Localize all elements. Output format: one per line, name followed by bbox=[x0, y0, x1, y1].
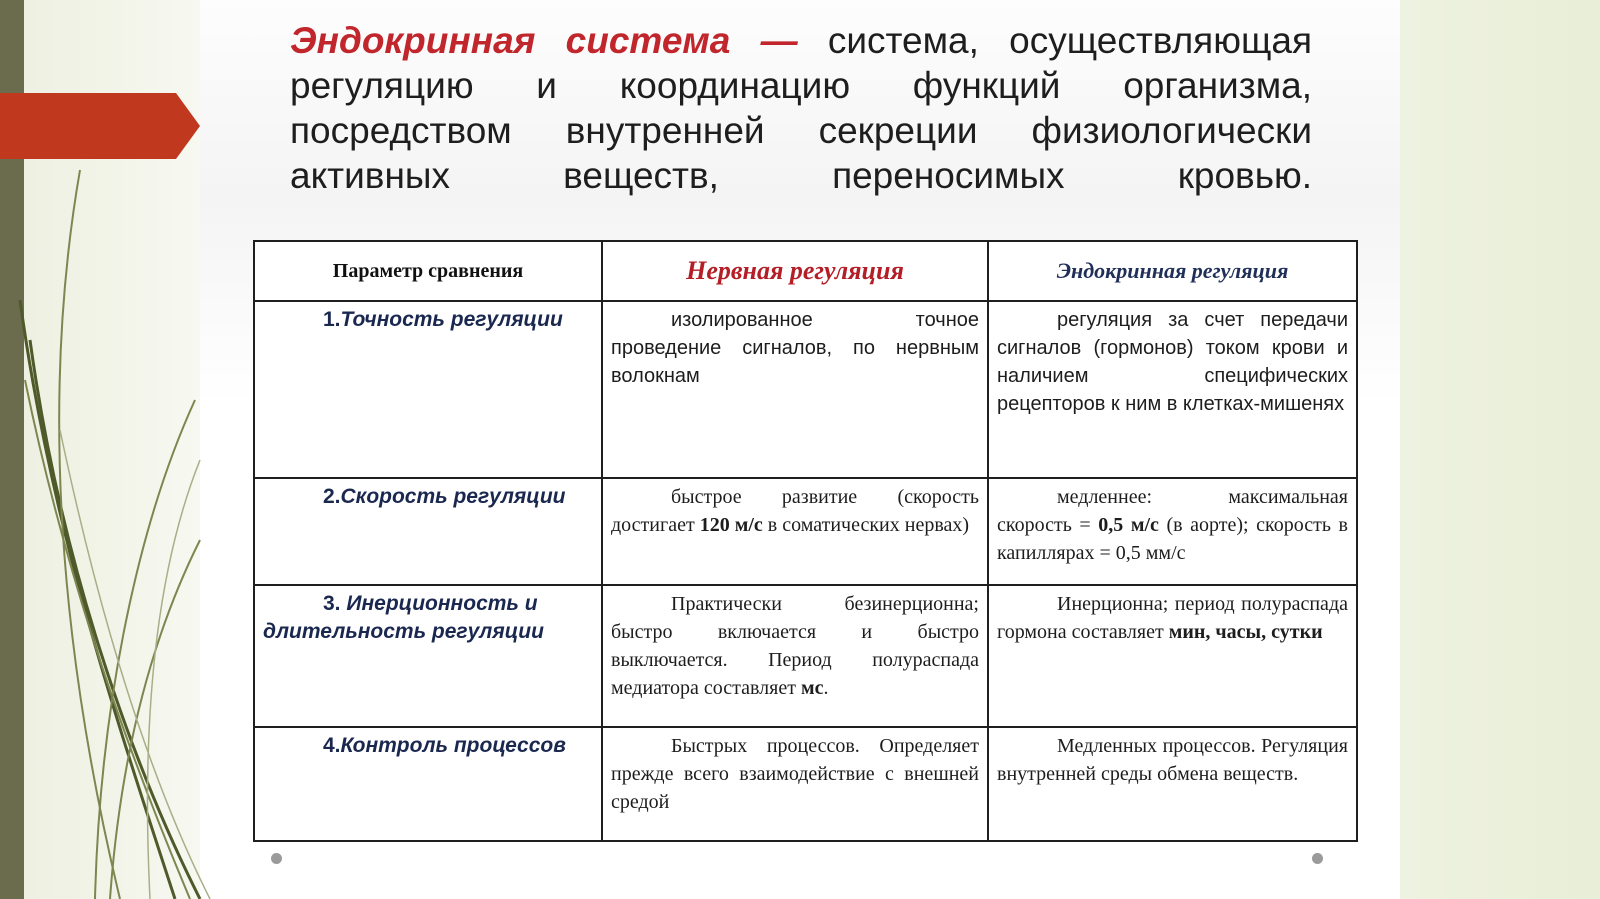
definition-heading bbox=[290, 18, 1312, 198]
heading-term: Эндокринная система — bbox=[290, 20, 798, 61]
cell-text: Практически безинерционна; быстро включается и быстро выключается. Период полураспада медиатора составляет bbox=[611, 593, 979, 699]
table-row bbox=[254, 727, 1357, 841]
cell-bold-text: мс bbox=[800, 677, 824, 699]
cell-text: регуляция за счет передачи сигналов (гормонов) током крови и наличием специфических рецепторов к ним в клетках-мишенях bbox=[997, 309, 1348, 415]
table-row bbox=[254, 585, 1357, 727]
cell-text: Быстрых процессов. Определяет прежде всего взаимодействие с внешней средой bbox=[611, 735, 979, 813]
endocrine-cell bbox=[988, 727, 1357, 841]
table-row bbox=[254, 478, 1357, 585]
comparison-table bbox=[253, 240, 1358, 842]
header-endocrine: Эндокринная регуляция bbox=[988, 241, 1357, 301]
param-number: 2. bbox=[323, 485, 341, 508]
cell-text: быстрое развитие (скорость достигает bbox=[611, 486, 979, 536]
nervous-cell bbox=[602, 301, 988, 478]
nervous-cell bbox=[602, 585, 988, 727]
param-number: 4. bbox=[323, 734, 341, 757]
param-cell bbox=[254, 727, 602, 841]
table-header-row bbox=[254, 241, 1357, 301]
header-parameter: Параметр сравнения bbox=[254, 241, 602, 301]
red-arrow-shape bbox=[0, 93, 200, 159]
cell-bold-text: 120 м/с bbox=[699, 514, 763, 536]
endocrine-cell bbox=[988, 478, 1357, 585]
param-number: 1. bbox=[323, 308, 341, 331]
bullet-dot-left bbox=[271, 853, 282, 864]
cell-bold-text: мин, часы, сутки bbox=[1168, 621, 1323, 643]
right-decor-panel bbox=[1400, 0, 1600, 899]
param-label: Инерционность и bbox=[346, 592, 538, 615]
cell-text: изолированное точное проведение сигналов, по нервным волокнам bbox=[611, 309, 979, 387]
cell-text: Медленных процессов. Регуляция внутренней среды обмена веществ. bbox=[997, 735, 1348, 785]
param-cell bbox=[254, 478, 602, 585]
cell-text: Инерционна; период полураспада гормона составляет bbox=[997, 593, 1348, 643]
param-cell bbox=[254, 585, 602, 727]
nervous-cell bbox=[602, 727, 988, 841]
param-label: Скорость регуляции bbox=[340, 485, 566, 508]
cell-text: медленнее: максимальная скорость = bbox=[997, 486, 1348, 536]
cell-text: в соматических нервах) bbox=[762, 514, 970, 536]
param-label: Контроль процессов bbox=[340, 734, 566, 757]
param-label: Точность регуляции bbox=[340, 308, 563, 331]
param-cell bbox=[254, 301, 602, 478]
cell-text: . bbox=[823, 677, 829, 699]
nervous-cell bbox=[602, 478, 988, 585]
bullet-dot-right bbox=[1312, 853, 1323, 864]
param-number: 3. bbox=[323, 592, 341, 615]
table-row bbox=[254, 301, 1357, 478]
cell-text: (в аорте); скорость в капиллярах = 0,5 мм/с bbox=[997, 514, 1349, 564]
endocrine-cell bbox=[988, 301, 1357, 478]
endocrine-cell bbox=[988, 585, 1357, 727]
heading-definition: система, осуществляющая регуляцию и координацию функций организма, посредством внутренней секреции физиологически активных веществ, переносимых кровью. bbox=[290, 20, 1312, 196]
cell-bold-text: 0,5 м/с bbox=[1098, 514, 1159, 536]
param-label-line2: длительность регуляции bbox=[263, 620, 544, 643]
header-nervous: Нервная регуляция bbox=[602, 241, 988, 301]
